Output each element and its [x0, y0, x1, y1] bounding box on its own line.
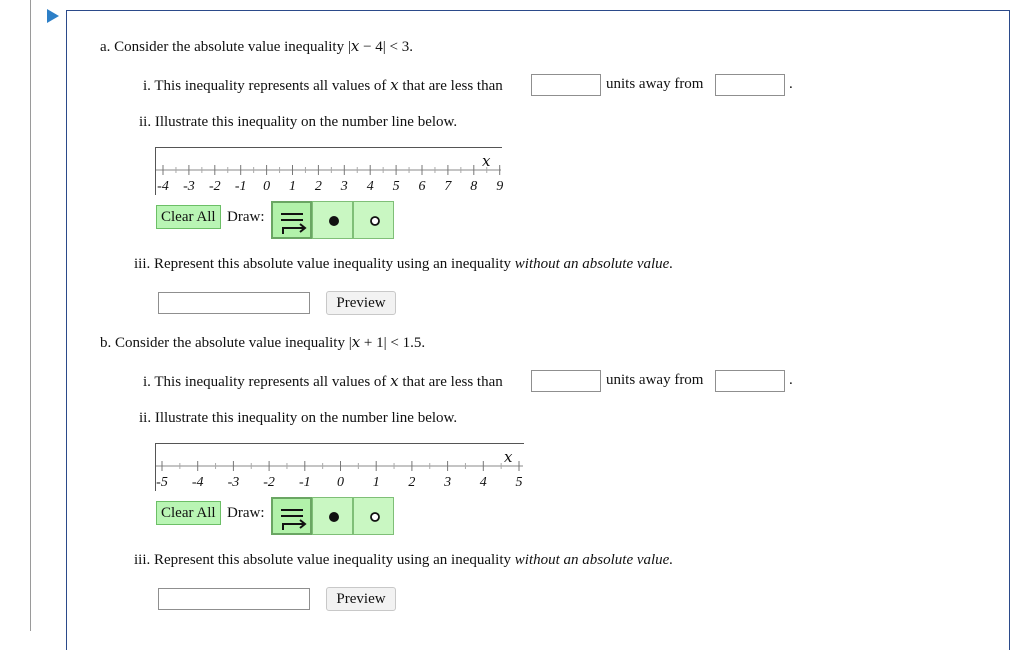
- tick-label: 0: [263, 179, 271, 194]
- part-b-iii-text: iii. Represent this absolute value inequality using an inequality without an absolute value.: [134, 552, 674, 568]
- part-b-iii-emphasis: without an absolute value.: [514, 552, 674, 568]
- part-b-i-end: .: [789, 372, 793, 388]
- part-b-draw-label: Draw:: [227, 505, 265, 521]
- part-a-ii-text: ii. Illustrate this inequality on the number line below.: [139, 114, 458, 130]
- tick-label: 4: [366, 179, 374, 194]
- part-b-heading: b. Consider the absolute value inequality |𝑥 + 1| < 1.5.: [100, 335, 426, 351]
- part-b-number-line-graph[interactable]: [155, 443, 524, 491]
- part-b-answer-input[interactable]: [158, 588, 310, 610]
- part-a-iii-text: iii. Represent this absolute value inequality using an inequality without an absolute value.: [134, 256, 674, 272]
- closed-dot-icon: [313, 202, 354, 240]
- tick-label: -3: [227, 475, 240, 490]
- open-dot-icon: [354, 202, 395, 240]
- part-a-number-line[interactable]: [155, 147, 502, 195]
- part-a-i-prefix: i. This inequality represents all values of 𝑥 that are less than: [143, 78, 503, 94]
- part-b-clear-all-button[interactable]: Clear All: [156, 501, 221, 525]
- tick-label: -4: [191, 475, 204, 490]
- part-a-open-dot-button[interactable]: [353, 201, 394, 239]
- part-a-heading: a. Consider the absolute value inequality |𝑥 − 4| < 3.: [100, 39, 413, 55]
- part-a-closed-dot-button[interactable]: [312, 201, 353, 239]
- tick-label: 1: [289, 179, 296, 194]
- tick-label: -1: [234, 179, 247, 194]
- tick-label: 2: [408, 475, 416, 490]
- part-a-center-input[interactable]: [715, 74, 785, 96]
- part-a-axis-variable: 𝑥: [482, 154, 491, 170]
- tick-label: 0: [337, 475, 344, 490]
- part-b-ray-tool-button[interactable]: [271, 497, 312, 535]
- tick-label: 5: [515, 475, 523, 490]
- tick-label: 8: [470, 179, 478, 194]
- tick-label: -3: [183, 179, 195, 194]
- part-b-preview-button[interactable]: Preview: [326, 587, 396, 611]
- part-a-number-line-graph[interactable]: [155, 147, 502, 195]
- tick-label: -4: [157, 179, 169, 194]
- part-b-open-dot-button[interactable]: [353, 497, 394, 535]
- tick-label: 2: [314, 179, 322, 194]
- ray-tool-icon: [273, 203, 314, 241]
- tick-label: -2: [263, 475, 275, 490]
- part-b-center-input[interactable]: [715, 370, 785, 392]
- tick-label: -2: [208, 179, 221, 194]
- part-a-answer-input[interactable]: [158, 292, 310, 314]
- tick-label: 4: [479, 475, 487, 490]
- tick-label: 6: [418, 179, 426, 194]
- part-b-distance-input[interactable]: [531, 370, 601, 392]
- part-b-axis-variable: 𝑥: [504, 450, 513, 466]
- part-a-clear-all-button[interactable]: Clear All: [156, 205, 221, 229]
- tick-label: 3: [340, 179, 348, 194]
- part-a-draw-label: Draw:: [227, 209, 265, 225]
- part-b-number-line[interactable]: [155, 443, 524, 491]
- part-a-iii-emphasis: without an absolute value.: [514, 256, 674, 272]
- tick-label: -1: [298, 475, 311, 490]
- part-a-distance-input[interactable]: [531, 74, 601, 96]
- tick-label: 7: [444, 179, 452, 194]
- part-b-i-mid: units away from: [606, 372, 704, 388]
- part-a-ray-tool-button[interactable]: [271, 201, 312, 239]
- part-a-i-end: .: [789, 76, 793, 92]
- left-divider: [30, 0, 31, 631]
- part-a-i-mid: units away from: [606, 76, 704, 92]
- tick-label: 9: [496, 179, 504, 194]
- part-b-closed-dot-button[interactable]: [312, 497, 353, 535]
- part-a-preview-button[interactable]: Preview: [326, 291, 396, 315]
- part-b-i-prefix: i. This inequality represents all values of 𝑥 that are less than: [143, 374, 503, 390]
- open-dot-icon: [354, 498, 395, 536]
- tick-label: 5: [392, 179, 400, 194]
- tick-label: -5: [156, 475, 168, 490]
- tick-label: 3: [444, 475, 452, 490]
- expand-arrow-icon[interactable]: [47, 9, 59, 23]
- part-b-ii-text: ii. Illustrate this inequality on the number line below.: [139, 410, 458, 426]
- part-b-draw-toolbar: [156, 497, 396, 535]
- closed-dot-icon: [313, 498, 354, 536]
- part-a-draw-toolbar: [156, 201, 396, 239]
- ray-tool-icon: [273, 499, 314, 537]
- tick-label: 1: [372, 475, 380, 490]
